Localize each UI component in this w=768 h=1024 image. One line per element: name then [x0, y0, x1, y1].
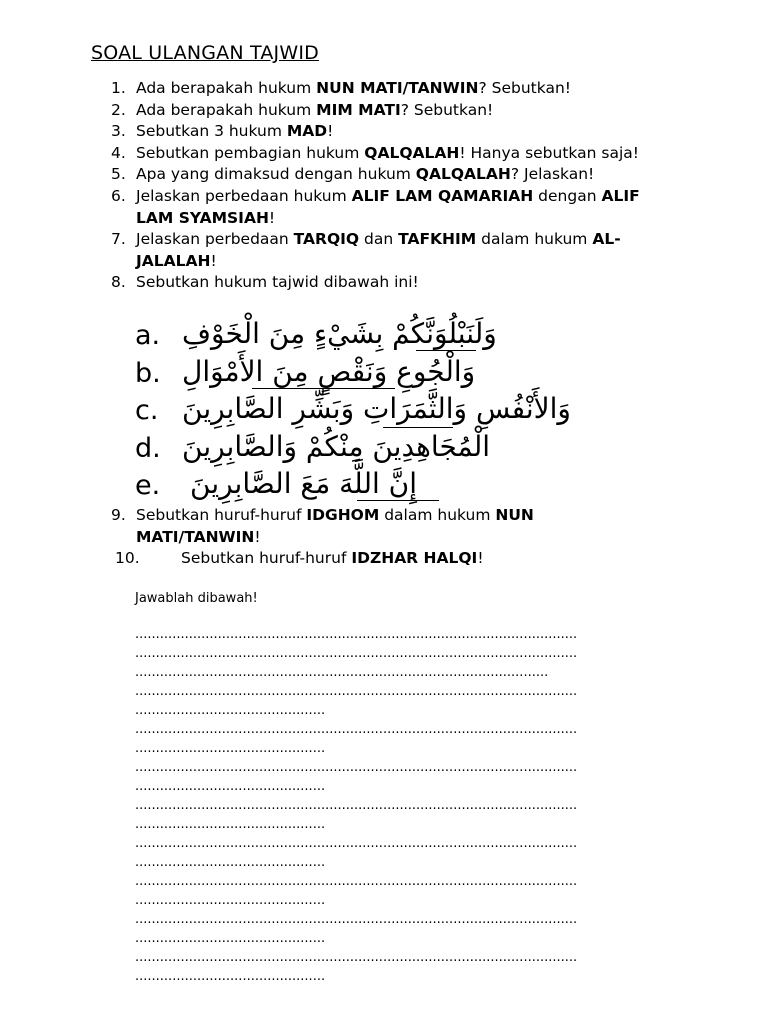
question-text: !: [268, 208, 276, 227]
underline-mark: [416, 350, 476, 351]
question-keyword: QALQALAH: [415, 165, 511, 184]
question-keyword: ALIF LAM SYAMSIAH: [136, 186, 640, 227]
answer-line: ..............................................: [135, 703, 326, 718]
answer-line: ...........................................................................................................: [135, 798, 578, 813]
ayat-item-a: [135, 317, 655, 355]
ayat-item-d: [135, 430, 655, 468]
question-keyword: IDGHOM: [306, 506, 380, 524]
question-text: Apa yang dimaksud dengan hukum: [136, 165, 416, 184]
question-text: Sebutkan hukum tajwid dibawah ini!: [136, 273, 419, 292]
answer-line: ..............................................: [135, 817, 326, 832]
page-title: SOAL ULANGAN TAJWID: [91, 42, 319, 64]
answer-line: ..............................................: [135, 855, 326, 870]
question-8: [111, 272, 671, 294]
question-1: [111, 78, 671, 100]
question-number: 3.: [111, 122, 126, 141]
question-9: [111, 505, 601, 548]
answer-line: ...........................................................................................................: [135, 760, 578, 775]
question-keyword: TARQIQ: [293, 230, 360, 249]
arabic-text: إِنَّ اللَّهَ مَعَ الصَّابِرِينَ: [190, 467, 418, 500]
ayat-label: e.: [135, 470, 161, 501]
question-text: !: [254, 527, 261, 546]
answer-line: ...........................................................................................................: [135, 646, 578, 661]
answer-line: ...........................................................................................................: [135, 836, 578, 851]
question-keyword: TAFKHIM: [398, 230, 477, 249]
question-number: 5.: [111, 165, 126, 184]
arabic-text: وَلَنَبْلُوَنَّكُمْ بِشَيْءٍ مِنَ الْخَوْفِ: [182, 317, 497, 350]
question-text: dalam hukum: [379, 506, 496, 524]
question-text: ? Sebutkan!: [400, 100, 494, 119]
question-2: [111, 100, 671, 122]
ayat-label: c.: [135, 395, 159, 426]
answer-line: ...........................................................................................................: [135, 950, 578, 965]
underline-mark: [357, 500, 439, 501]
question-7: [111, 229, 656, 272]
question-3: [111, 121, 671, 143]
answer-instruction: Jawablah dibawah!: [135, 591, 258, 606]
question-keyword: AL-JALALAH: [136, 230, 621, 270]
arabic-text: وَالأَنْفُسِ وَالثَّمَرَاتِ وَبَشِّرِ الصَّابِرِينَ: [182, 392, 571, 425]
answer-line: ..............................................: [135, 969, 326, 984]
ayat-item-c: [135, 392, 655, 430]
answer-line: ...........................................................................................................: [135, 874, 578, 889]
question-number: 4.: [111, 143, 126, 162]
question-6: [111, 186, 641, 229]
arabic-text: وَالْجُوعِ وَنَقْصٍ مِنَ الأَمْوَالِ: [182, 355, 476, 388]
question-text: Sebutkan huruf-huruf: [136, 506, 307, 524]
question-keyword: MIM MATI: [316, 100, 401, 119]
question-text: ? Jelaskan!: [510, 165, 595, 184]
question-text: dengan: [533, 186, 602, 205]
ayat-label: a.: [135, 320, 161, 351]
question-text: ? Sebutkan!: [478, 79, 571, 97]
question-number: 7.: [111, 230, 126, 249]
question-keyword: NUN MATI/TANWIN: [136, 506, 534, 546]
question-keyword: IDZHAR HALQI: [351, 549, 478, 568]
question-text: !: [477, 549, 484, 568]
question-keyword: NUN MATI/TANWIN: [316, 79, 479, 97]
question-4: [111, 143, 641, 165]
ayat-label: d.: [135, 433, 161, 464]
question-text: dalam hukum: [476, 230, 593, 249]
question-text: Sebutkan 3 hukum: [136, 122, 287, 141]
question-text: !: [327, 122, 334, 141]
question-text: dan: [359, 230, 399, 249]
question-text: Sebutkan huruf-huruf: [181, 549, 352, 568]
answer-line: ..............................................: [135, 779, 326, 794]
question-10: [115, 548, 671, 570]
answer-line: ....................................................................................................: [135, 665, 549, 680]
answer-line: ...........................................................................................................: [135, 627, 578, 642]
answer-line: ...........................................................................................................: [135, 684, 578, 699]
question-keyword: QALQALAH: [364, 143, 460, 162]
question-number: 6.: [111, 186, 126, 205]
question-text: Jelaskan perbedaan: [136, 230, 294, 249]
ayat-label: b.: [135, 358, 161, 389]
ayat-item-e: [135, 467, 655, 505]
ayat-item-b: [135, 355, 655, 393]
question-number: 2.: [111, 100, 126, 119]
question-text: !: [210, 251, 217, 270]
question-text: ! Hanya sebutkan saja!: [459, 143, 639, 162]
question-number: 9.: [111, 506, 126, 524]
answer-line: ..............................................: [135, 893, 326, 908]
question-keyword: MAD: [286, 122, 328, 141]
question-number: 1.: [111, 79, 126, 97]
question-list: [111, 78, 671, 294]
question-keyword: ALIF LAM QAMARIAH: [351, 186, 534, 205]
question-text: Sebutkan pembagian hukum: [136, 143, 365, 162]
question-number: 8.: [111, 273, 126, 292]
question-5: [111, 164, 671, 186]
answer-line: ..............................................: [135, 931, 326, 946]
question-text: Jelaskan perbedaan hukum: [136, 186, 352, 205]
question-text: Ada berapakah hukum: [136, 79, 317, 97]
question-text: Ada berapakah hukum: [136, 100, 317, 119]
answer-line: ...........................................................................................................: [135, 912, 578, 927]
arabic-text: الْمُجَاهِدِينَ مِنْكُمْ وَالصَّابِرِينَ: [182, 430, 491, 463]
question-list-continued: [111, 505, 671, 570]
answer-line: ..............................................: [135, 741, 326, 756]
answer-line: ...........................................................................................................: [135, 722, 578, 737]
question-number: 10.: [115, 549, 140, 568]
